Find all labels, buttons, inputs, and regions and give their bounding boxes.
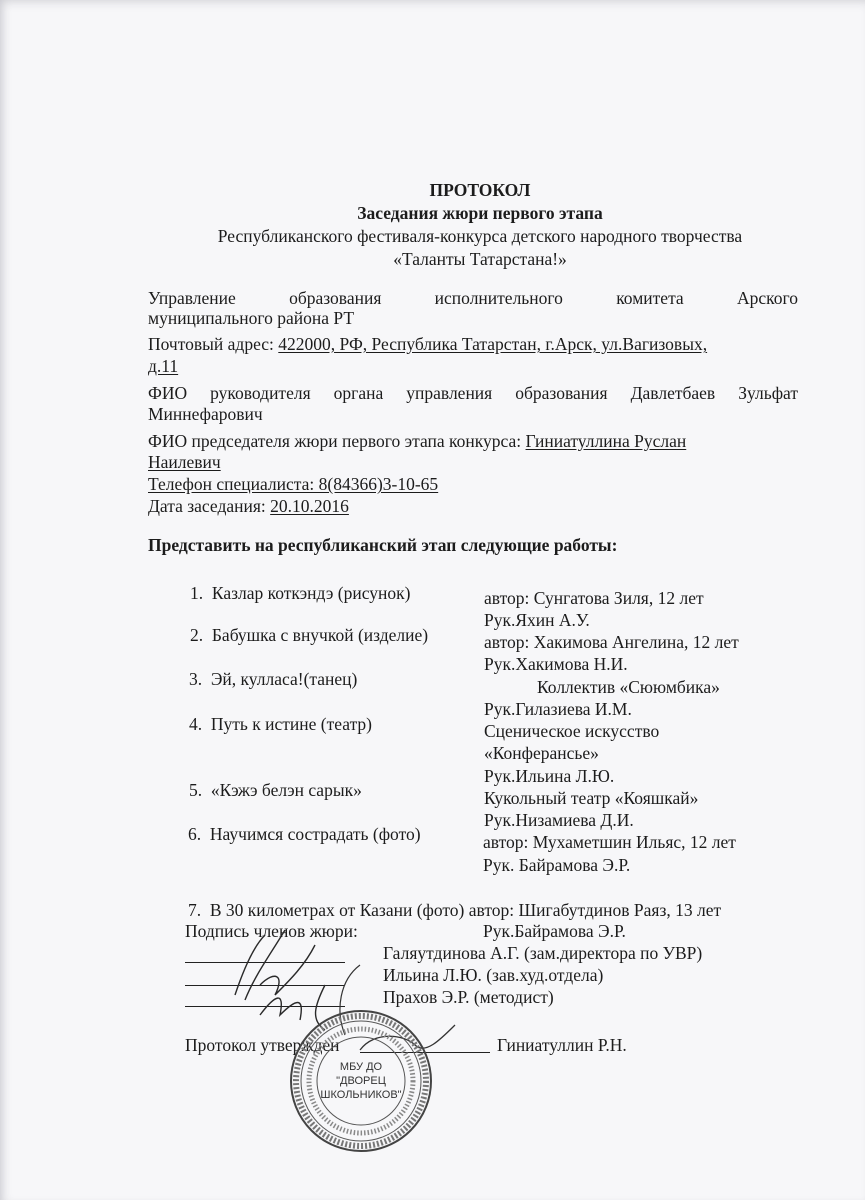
stamp-text: МБУ ДО [339,1061,383,1073]
address-value: 422000, РФ, Республика Татарстан, г.Арск, ул.Вагизовых, [278,334,708,354]
document-title: ПРОТОКОЛ [429,180,531,200]
work-3-group: Коллектив «Сююмбика» [537,677,720,697]
work-5-title [189,779,362,801]
title: «Кэжэ белэн сарык» [210,780,362,800]
work-2-lead: Рук.Хакимова Н.И. [484,654,628,674]
head-line-2: Миннефарович [148,404,263,424]
num: 2. [190,625,204,645]
num: 5. [189,780,203,800]
address-line [148,333,707,355]
work-7-lead: Рук.Байрамова Э.Р. [483,921,626,941]
title: Научимся сострадать (фото) [209,824,421,844]
word: образования [289,288,382,308]
title: Путь к истине (театр) [210,714,373,734]
work-3-lead: Рук.Гилазиева И.М. [484,699,632,719]
chair-value: Гиниатуллина Руслан [525,431,687,451]
title: В 30 километрах от Казани (фото) [209,900,465,920]
word: Управление [148,288,236,308]
jury-member-2: Ильина Л.Ю. (зав.худ.отдела) [383,965,604,985]
num: 6. [188,824,202,844]
num: 7. [188,900,202,920]
work-7-title [188,899,721,921]
work-4-group-2: «Конферансье» [484,743,599,763]
work-6-lead: Рук. Байрамова Э.Р. [483,855,631,875]
org-line-1 [148,287,798,309]
work-7-author: автор: Шигабутдинов Раяз, 13 лет [468,900,722,920]
work-5-group: Кукольный театр «Кояшкай» [484,788,699,808]
work-5-lead: Рук.Низамиева Д.И. [484,810,634,830]
word: исполнительного [434,288,563,308]
chair-label: ФИО председателя жюри первого этапа конкурса: [148,431,526,451]
address-value-2: д.11 [148,356,179,376]
stamp-text: "ДВОРЕЦ [336,1075,386,1087]
work-3-title [189,668,357,690]
work-1-lead: Рук.Яхин А.У. [484,610,590,630]
work-1-author: автор: Сунгатова Зиля, 12 лет [484,588,704,608]
work-1-title [190,582,410,604]
title: Казлар коткэндэ (рисунок) [211,583,411,603]
date-value: 20.10.2016 [270,496,349,516]
work-6-title [188,823,421,845]
festival-title: «Таланты Татарстана!» [393,249,567,269]
work-6-author: автор: Мухаметшин Ильяс, 12 лет [483,832,736,852]
work-4-title [189,713,372,735]
title: Эй, кулласа!(танец) [210,669,358,689]
work-4-lead: Рук.Ильина Л.Ю. [484,766,615,786]
date-label: Дата заседания: [148,496,271,516]
num: 4. [189,714,203,734]
jury-member-3: Прахов Э.Р. (методист) [383,987,554,1007]
address-label: Почтовый адрес: [148,334,279,354]
org-line-2: муниципального района РТ [148,308,355,328]
word: Арского [737,288,799,308]
chair-value-2: Наилевич [148,452,221,472]
approved-label: Протокол утвержден [185,1035,340,1055]
festival-name: Республиканского фестиваля-конкурса детского народного творчества [217,226,743,246]
document-subtitle: Заседания жюри первого этапа [357,203,603,223]
approved-by: Гиниатуллин Р.Н. [497,1035,627,1055]
num: 3. [189,669,203,689]
num: 1. [190,583,204,603]
chair-line [148,430,686,452]
section-heading: Представить на республиканский этап следующие работы: [148,535,618,555]
official-stamp [288,1008,434,1154]
work-2-title [190,624,428,646]
work-2-author: автор: Хакимова Ангелина, 12 лет [484,632,739,652]
work-4-group: Сценическое искусство [484,721,660,741]
signatures-label: Подпись членов жюри: [185,921,358,941]
title: Бабушка с внучкой (изделие) [211,625,429,645]
date-line [148,495,349,517]
head-line-1: ФИО руководителя органа управления образования Давлетбаев Зульфат [148,383,798,403]
jury-member-1: Галяутдинова А.Г. (зам.директора по УВР) [383,943,703,963]
word: комитета [616,288,684,308]
phone: Телефон специалиста: 8(84366)3-10-65 [148,474,439,494]
stamp-text: ШКОЛЬНИКОВ" [320,1089,402,1101]
